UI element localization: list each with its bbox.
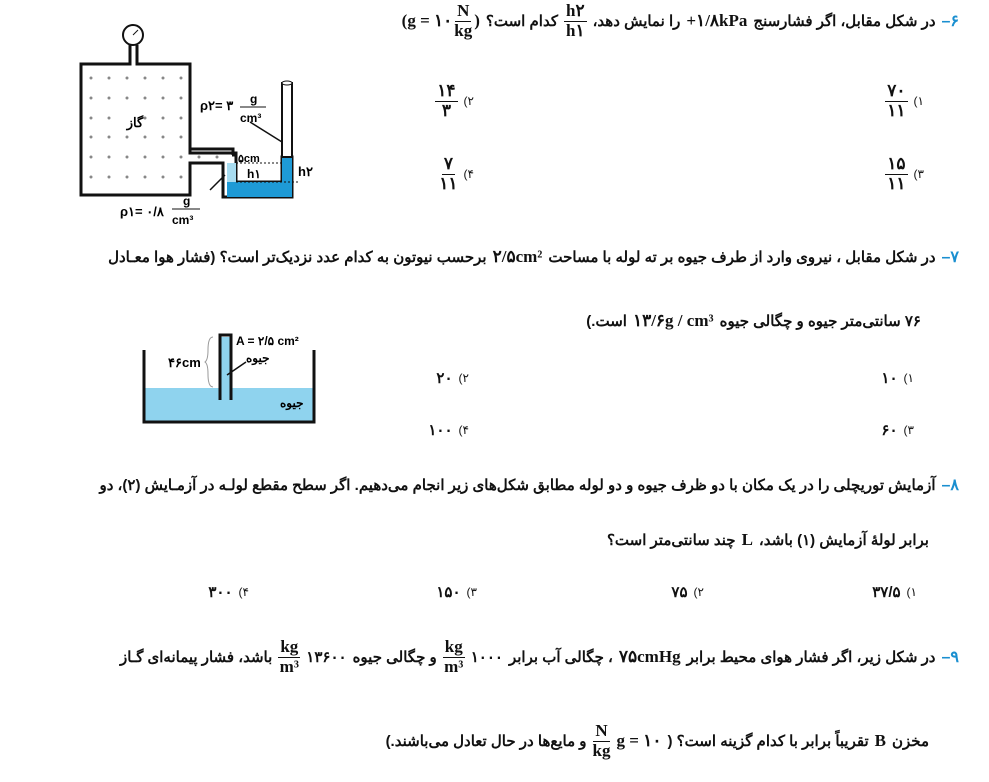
label-h2: h۲ (298, 164, 313, 179)
mercury-bowl-label: جیوه (280, 396, 304, 410)
option-label: ۲) (693, 585, 704, 599)
q6-figure (60, 10, 320, 230)
q7-text-2: برحسب نیوتون به کدام عدد نزدیک‌تر است؟ (فشار هوا معـادل (108, 249, 487, 266)
option-value: ۶۰ (881, 422, 898, 439)
q6-option-3[interactable] (885, 155, 924, 193)
denominator: ۱۱ (887, 100, 906, 120)
g-open: (g = ۱۰ (401, 11, 453, 31)
denominator: kg (592, 740, 611, 760)
area-label: A = ۲/۵ cm² (236, 334, 299, 348)
q7-text-line1 (108, 247, 959, 267)
q8-text-1: آزمایش توریچلی را در یک مکان با دو ظرف جیوه و دو لوله مطابق شکل‌های زیر انجام می‌دهیم. اگر سطح مقطع لولـه در آزمـایش (۲)، دو (99, 477, 936, 494)
option-value: ۳۷/۵ (872, 584, 901, 601)
numerator: N (595, 721, 608, 740)
arrow-rho2 (250, 122, 282, 142)
q7-figure (130, 325, 330, 435)
q9-water-density: ۱۰۰۰ (470, 649, 503, 667)
q8-option-4[interactable] (208, 583, 249, 601)
q8-text-line1 (99, 475, 959, 495)
option-label: ۳) (466, 585, 477, 599)
denominator: m³ (279, 656, 299, 676)
option-value: ۱۵۰ (436, 584, 461, 601)
question-number: ۹– (941, 649, 959, 667)
q7-option-3[interactable] (881, 421, 914, 439)
rho1-unit-num: g (183, 194, 191, 208)
rho1-label: ρ۱= ۰/۸ (120, 204, 164, 219)
label-5cm: ۵cm (238, 153, 260, 165)
q6-ratio (564, 2, 587, 40)
q9-tank: B (874, 731, 886, 751)
q9-text-3: و چگالی جیوه (352, 649, 437, 667)
q9-text-5: مخزن (891, 733, 929, 751)
q8-text-line2 (607, 530, 929, 550)
question-number: ۷– (941, 249, 959, 266)
q8-text-2: برابر لولهٔ آزمایش (۱) باشد، (758, 532, 929, 549)
q9-mercury-unit (278, 638, 300, 676)
q8-variable: L (741, 530, 753, 549)
denominator: kg (454, 20, 473, 40)
q6-option-4[interactable] (439, 155, 474, 193)
q7-option-1[interactable] (881, 369, 914, 387)
liquid-light (227, 163, 236, 182)
option-label: ۴) (458, 423, 469, 437)
numerator: ۷ (443, 154, 453, 173)
option-value: ۱۰۰ (428, 422, 453, 439)
numerator: ۱۴ (437, 81, 456, 100)
denominator: ۱۱ (439, 173, 458, 193)
denominator: ۱۱ (887, 173, 906, 193)
q7-text-1: در شکل مقابل ، نیروی وارد از طرف جیوه بر ته لوله با مساحت (548, 249, 936, 266)
q8-option-3[interactable] (436, 583, 477, 601)
option-label: ۳) (913, 167, 924, 182)
q8-text-3: چند سانتی‌متر است؟ (606, 532, 736, 549)
numerator: kg (444, 637, 463, 656)
denominator: m³ (444, 656, 464, 676)
option-label: ۱) (906, 585, 917, 599)
q8-option-1[interactable] (872, 583, 917, 601)
q9-text-4: باشد، فشار پیمانه‌ای گـاز (119, 649, 273, 667)
rho2-unit-num: g (250, 92, 258, 106)
option-value: ۲۰ (436, 370, 453, 387)
q6-text-2: را نمایش دهد، (592, 13, 681, 31)
question-number: ۸– (941, 477, 959, 494)
rho2-label: ρ۲= ۳ (200, 98, 234, 113)
q8-option-2[interactable] (671, 583, 704, 601)
q9-text-line2 (386, 722, 929, 760)
q9-text-7: و مایع‌ها در حال تعادل می‌باشند.) (385, 733, 587, 751)
q7-option-4[interactable] (428, 421, 469, 439)
option-label: ۲) (458, 371, 469, 385)
denominator: h۱ (566, 20, 585, 40)
q6-option-2[interactable] (435, 82, 474, 120)
q9-text-6: تقریباً برابر با کدام گزینه است؟ ( (667, 733, 869, 751)
q6-text (402, 2, 959, 40)
q7-text-3: ۷۶ سانتی‌متر جیوه و چگالی جیوه (719, 313, 921, 330)
q6-pressure: +۱/۸kPa (686, 11, 748, 31)
q7-text-4: است.) (586, 313, 627, 330)
option-value: ۳۰۰ (208, 584, 233, 601)
numerator: ۷۰ (887, 81, 906, 100)
option-value: ۱۰ (881, 370, 898, 387)
question-number: ۶– (941, 13, 959, 31)
option-label: ۴) (463, 167, 474, 182)
q7-text-line2 (586, 311, 921, 331)
numerator: kg (280, 637, 299, 656)
q6-text-3: کدام است؟ (485, 13, 558, 31)
q6-text-1: در شکل مقابل، اگر فشارسنج (753, 13, 936, 31)
denominator: ۳ (441, 100, 451, 120)
rho1-unit-den: cm³ (172, 213, 194, 227)
gas-label: گاز (126, 115, 144, 130)
liquid-bottom (227, 182, 292, 197)
numerator: h۲ (566, 1, 585, 20)
option-value: ۷۵ (671, 584, 688, 601)
q9-text-1: در شکل زیر، اگر فشار هوای محیط برابر (686, 649, 936, 667)
q9-text-2: ، چگالی آب برابر (508, 649, 613, 667)
q7-density: ۱۳/۶g / cm³ (632, 311, 714, 330)
q9-g-unit (593, 722, 611, 760)
q9-pressure: ۷۵cmHg (618, 647, 681, 667)
option-label: ۲) (463, 94, 474, 109)
option-label: ۱) (913, 94, 924, 109)
option-label: ۱) (903, 371, 914, 385)
q9-mercury-density: ۱۳۶۰۰ (306, 649, 347, 667)
q7-option-2[interactable] (436, 369, 469, 387)
option-label: ۳) (903, 423, 914, 437)
numerator: N (457, 1, 470, 20)
q9-g: g = ۱۰ (616, 731, 662, 751)
q9-text-line1 (120, 638, 959, 676)
numerator: ۱۵ (887, 154, 906, 173)
q6-g (402, 2, 480, 40)
q7-area: ۲/۵cm² (492, 247, 543, 266)
g-close: ) (474, 11, 480, 31)
mercury-tube-label: جیوه (246, 351, 270, 365)
height-label: ۴۶cm (168, 355, 201, 370)
option-label: ۴) (238, 585, 249, 599)
q9-water-unit (443, 638, 465, 676)
label-h1: h۱ (247, 167, 261, 181)
rho2-unit-den: cm³ (240, 111, 262, 125)
q6-option-1[interactable] (885, 82, 924, 120)
